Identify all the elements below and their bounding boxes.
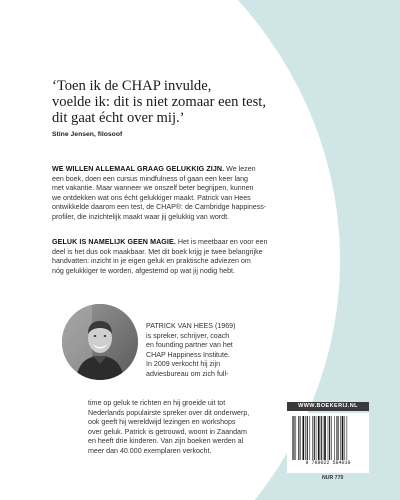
quote-line: ‘Toen ik de CHAP invulde,	[52, 78, 212, 94]
barcode-bar	[312, 416, 313, 460]
author-bio-upper	[146, 322, 346, 380]
barcode-bar	[338, 416, 339, 460]
barcode-bar	[331, 416, 332, 460]
bio-line: adviesbureau om zich full-	[146, 369, 229, 378]
barcode-bar	[318, 416, 320, 460]
bio-line: is spreker, schrijver, coach	[146, 331, 230, 340]
bio-line: meer dan 40.000 exemplaren verkocht.	[88, 446, 212, 455]
barcode-bar	[334, 416, 335, 460]
quote-text	[52, 78, 352, 126]
barcode-bar	[328, 416, 329, 460]
intro-heading: WE WILLEN ALLEMAAL GRAAG GELUKKIG ZIJN.	[52, 165, 225, 173]
barcode-bar	[292, 416, 293, 460]
magic-heading: GELUK IS NAMELIJK GEEN MAGIE.	[52, 238, 176, 246]
bio-line: Nederlands populairste spreker over dit onderwerp,	[88, 408, 250, 417]
author-photo	[62, 304, 138, 380]
intro-line: een boek, doen een cursus mindfulness of gaan een keer lang	[52, 174, 249, 183]
intro-line: we ontdekken wat ons écht gelukkiger maakt. Patrick van Hees	[52, 193, 251, 202]
barcode-icon	[290, 416, 366, 460]
nur-code: NUR 770	[322, 475, 344, 481]
quote-line: dit gaat écht over mij.’	[52, 110, 185, 126]
barcode-bar	[300, 416, 301, 460]
magic-paragraph	[52, 238, 352, 276]
bio-line: en founding partner van het	[146, 341, 233, 350]
barcode-bar	[324, 416, 326, 460]
barcode-bar	[303, 416, 305, 460]
magic-line	[52, 238, 352, 248]
bio-line: en heeft drie kinderen. Van zijn boeken werden al	[88, 437, 244, 446]
barcode-bar	[336, 416, 337, 460]
barcode-bar	[298, 416, 299, 460]
barcode-bar	[314, 416, 315, 460]
bio-line: PATRICK VAN HEES (1969)	[146, 322, 236, 330]
quote-block	[52, 78, 352, 138]
magic-line: handvatten: inzicht in je eigen geluk en praktische adviezen om	[52, 257, 251, 266]
magic-line: deel is het dus ook maakbaar. Met dit boek krijg je twee belangrijke	[52, 247, 263, 256]
intro-line-start: We lezen	[224, 165, 256, 173]
barcode-bar	[307, 416, 308, 460]
barcode-bar	[310, 416, 311, 460]
bio-line: In 2009 verkocht hij zijn	[146, 360, 221, 369]
barcode-bar	[345, 416, 346, 460]
barcode-bar	[347, 416, 348, 460]
magic-line: nóg gelukkiger te worden, afgestemd op wat jij nodig hebt.	[52, 266, 235, 275]
barcode-bar	[340, 416, 341, 460]
bio-line: ook geeft hij wereldwijd lezingen en workshops	[88, 418, 236, 427]
isbn-digits: 9 789022 584019	[305, 460, 351, 466]
barcode-bar	[316, 416, 317, 460]
barcode-bar	[321, 416, 322, 460]
barcode-bar	[342, 416, 344, 460]
intro-line: profiler, die inzichtelijk maakt waar jij gelukkig van wordt.	[52, 212, 230, 221]
barcode-bar	[323, 416, 324, 460]
bio-line: time op geluk te richten en hij groeide uit tot	[88, 399, 226, 407]
intro-paragraph	[52, 165, 352, 223]
bio-line: CHAP Happiness Institute.	[146, 350, 230, 359]
intro-line	[52, 165, 352, 175]
magic-line-start: Het is meetbaar en voor een	[175, 238, 268, 246]
intro-line: met vakantie. Maar wanneer we onszelf beter begrijpen, kunnen	[52, 184, 254, 193]
intro-line: ontwikkelde daarom een test, de CHAP®: de Cambridge happiness-	[52, 203, 267, 212]
bio-line: over geluk. Patrick is getrouwd, woont in Zaandam	[88, 427, 247, 436]
author-portrait-illustration	[62, 304, 138, 380]
barcode-bar	[293, 416, 294, 460]
barcode-bar	[305, 416, 306, 460]
barcode-bar	[329, 416, 330, 460]
barcode-bar	[296, 416, 297, 460]
quote-line: voelde ik: dit is niet zomaar een test,	[52, 94, 266, 110]
quote-author: Stine Jensen, filosoof	[52, 131, 123, 138]
barcode-block	[287, 413, 369, 473]
author-bio-lower	[88, 399, 288, 457]
publisher-url: WWW.BOEKERIJ.NL	[287, 402, 369, 411]
